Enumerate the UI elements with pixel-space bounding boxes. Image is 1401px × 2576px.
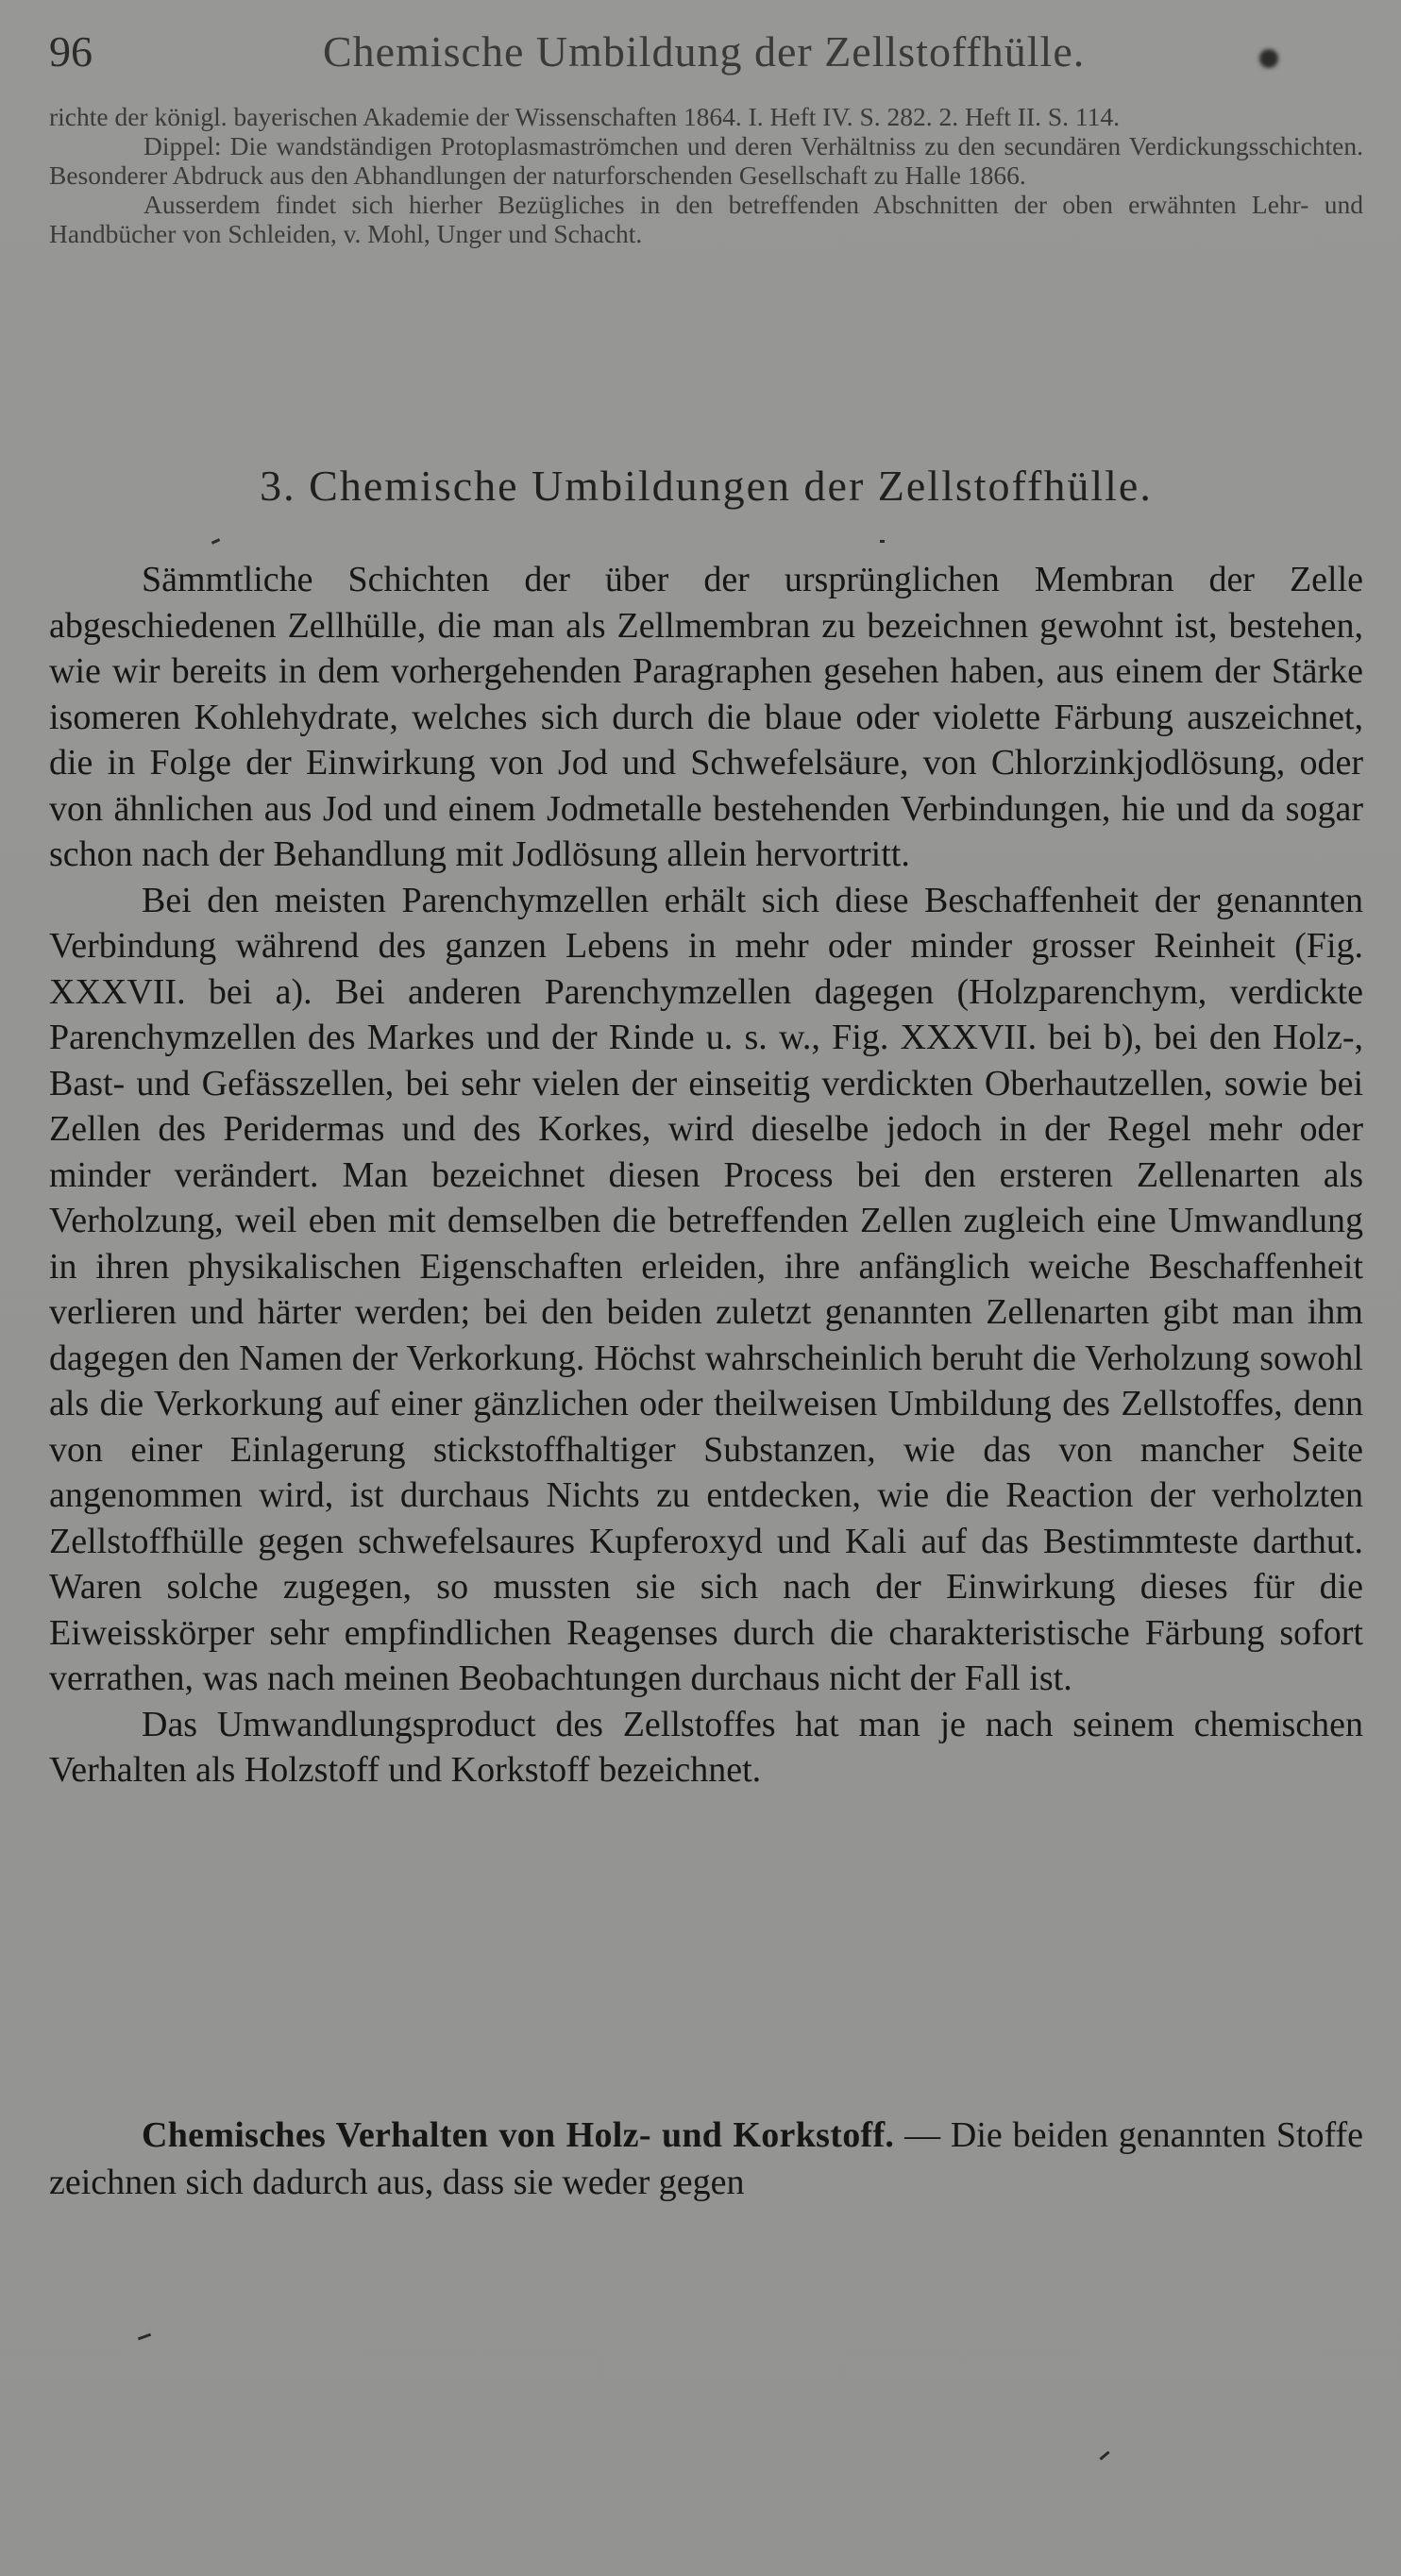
page-number: 96 — [49, 27, 93, 76]
ink-speck — [138, 2333, 151, 2341]
reference-entry: richte der königl. bayerischen Akademie der Wissenschaften 1864. I. Heft IV. S. 282. 2. Heft II. S. 114. — [49, 102, 1121, 131]
paragraph: Bei den meisten Parenchymzellen erhält sich diese Beschaffenheit der genannten Verbindung während des ganzen Lebens in mehr oder minder grosser Reinheit (Fig. XXXVII. bei a). Bei anderen Parenchymzellen dagegen (Holzparenchym, verdickte Parenchymzellen des Markes und der Rinde u. s. w., Fig. XXXVII. bei b), bei den Holz-, Bast- und Gefässzellen, bei sehr vielen der einseitig verdickten Oberhautzellen, sowie bei Zellen des Peridermas und des Korkes, wird dieselbe jedoch in der Regel mehr oder minder verändert. Man bezeichnet diesen Process bei den ersteren Zellenarten als Verholzung, weil eben mit demselben die betreffenden Zellen zugleich eine Umwandlung in ihren physikalischen Eigenschaften erleiden, ihre anfänglich weiche Beschaffenheit verlieren und härter werden; bei den beiden zuletzt genannten Zellenarten gibt man ihm dagegen den Namen der Verkorkung. Höchst wahrscheinlich beruht die Verholzung sowohl als die Verkorkung auf einer gänzlichen oder theilweisen Umbildung des Zellstoffes, denn von einer Einlagerung stickstoffhaltiger Substanzen, wie das von mancher Seite angenommen wird, ist durchaus Nichts zu entdecken, wie die Reaction der verholzten Zellstoffhülle gegen schwefelsaures Kupferoxyd und Kali auf das Bestimmteste darthut. Waren solche zugegen, so mussten sie sich nach der Einwirkung dieses für die Eiweisskörper sehr empfindlichen Reagenses durch die charakteristische Färbung sofort verrathen, was nach meinen Beobachtungen durchaus nicht der Fall ist. — [49, 880, 1363, 1698]
paragraph: Das Umwandlungsproduct des Zellstoffes hat man je nach seinem chemischen Verhalten als Holzstoff und Korkstoff bezeichnet. — [49, 1704, 1363, 1790]
paragraph: Sämmtliche Schichten der über der ursprünglichen Membran der Zelle abgeschiedenen Zellhülle, die man als Zellmembran zu bezeichnen gewohnt ist, bestehen, wie wir bereits in dem vorhergehenden Paragraphen gesehen haben, aus einem der Stärke isomeren Kohlehydrate, welches sich durch die blaue oder violette Färbung auszeichnet, die in Folge der Einwirkung von Jod und Schwefelsäure, von Chlorzinkjodlösung, oder von ähnlichen aus Jod und einem Jodmetalle bestehenden Verbindungen, hie und da sogar schon nach der Behandlung mit Jodlösung allein hervortritt. — [49, 560, 1363, 874]
subsection-paragraph — [49, 2112, 1363, 2206]
ink-speck — [1099, 2450, 1109, 2460]
reference-notes — [49, 102, 1363, 248]
body-text — [49, 557, 1363, 1793]
running-title: Chemische Umbildung der Zellstoffhülle. — [323, 27, 1086, 76]
ink-blot — [1259, 49, 1278, 68]
subsection-heading: Chemisches Verhalten von Holz- und Korkstoff. — [142, 2115, 895, 2155]
reference-entry: Dippel: Die wandständigen Protoplasmaströmchen und deren Verhältniss zu den secundären Verdickungsschichten. Besonderer Abdruck aus den Abhandlungen der naturforschenden Gesellschaft zu Halle 1866. — [49, 131, 1363, 190]
section-title: 3. Chemische Umbildungen der Zellstoffhülle. — [260, 462, 1153, 510]
ink-speck — [880, 540, 885, 543]
ink-speck — [211, 538, 220, 545]
reference-entry: Ausserdem findet sich hierher Bezügliches in den betreffenden Abschnitten der oben erwähnten Lehr- und Handbücher von Schleiden, v. Mohl, Unger und Schacht. — [49, 190, 1363, 248]
page-header — [49, 26, 1363, 87]
subsection — [49, 2112, 1363, 2206]
subsection-text: — Die beiden genannten Stoffe zeichnen sich dadurch aus, dass sie weder gegen — [49, 2115, 1364, 2202]
